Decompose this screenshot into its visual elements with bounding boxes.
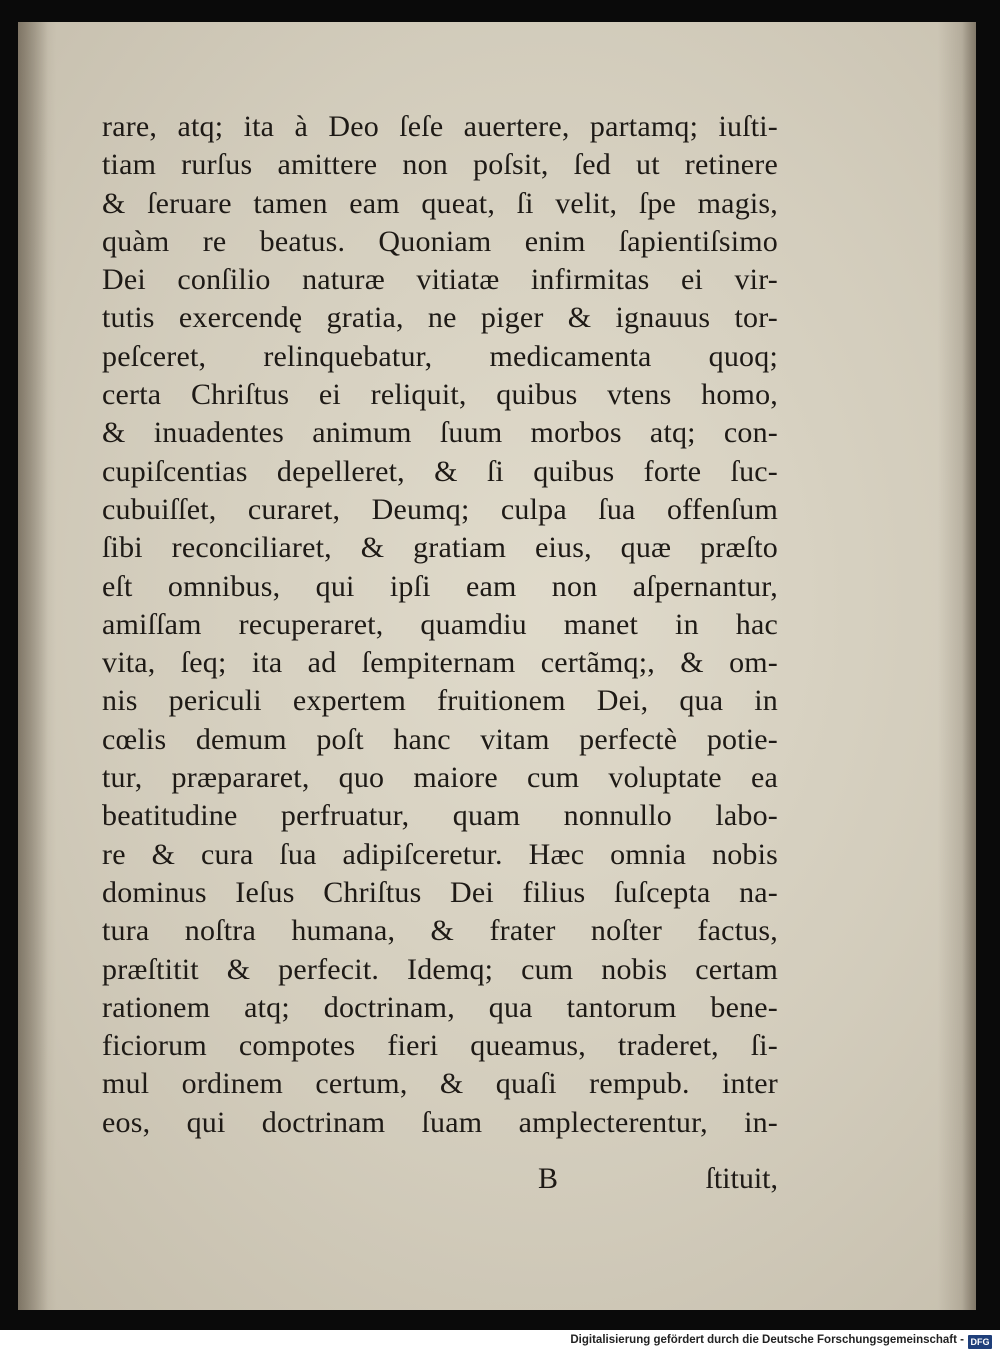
text-line: eos, qui doctrinam ſuam amplecterentur, in-	[102, 1105, 778, 1139]
text-line: tiam rurſus amittere non poſsit, ſed ut retinere	[102, 148, 778, 182]
text-line: quàm re beatus. Quoniam enim ſapientiſsimo	[102, 224, 778, 258]
text-line: re & cura ſua adipiſceretur. Hæc omnia nobis	[102, 837, 778, 871]
text-line: vita, ſeq; ita ad ſempiternam certãmq;, & om-	[102, 646, 778, 680]
credit-bar	[0, 1330, 1000, 1354]
text-line: peſceret, relinquebatur, medicamenta quoq;	[102, 339, 778, 373]
page-edge	[962, 22, 976, 1310]
text-line: cœlis demum poſt hanc vitam perfectè potie-	[102, 722, 778, 756]
text-line: dominus Ieſus Chriſtus Dei filius ſuſcepta na-	[102, 875, 778, 909]
signature-mark: B	[538, 1162, 559, 1195]
text-line: ficiorum compotes fieri queamus, traderet, ſi-	[102, 1029, 778, 1063]
text-line: eſt omnibus, qui ipſi eam non aſpernantur,	[102, 569, 778, 603]
page-footer	[102, 1162, 778, 1202]
body-text	[102, 108, 778, 1142]
text-line: ſibi reconciliaret, & gratiam eius, quæ præſto	[102, 531, 778, 565]
gutter-shadow	[18, 22, 48, 1310]
dfg-logo-icon: DFG	[968, 1335, 992, 1349]
text-line: tutis exercendę gratia, ne piger & ignauus tor-	[102, 301, 778, 335]
text-line: beatitudine perfruatur, quam nonnullo labo-	[102, 799, 778, 833]
text-line: certa Chriſtus ei reliquit, quibus vtens homo,	[102, 378, 778, 412]
text-line: rationem atq; doctrinam, qua tantorum bene-	[102, 990, 778, 1024]
text-line: nis periculi expertem fruitionem Dei, qua in	[102, 684, 778, 718]
text-line: mul ordinem certum, & quaſi rempub. inter	[102, 1067, 778, 1101]
text-line: cubuiſſet, curaret, Deumq; culpa ſua offenſum	[102, 492, 778, 526]
text-line: tura noſtra humana, & frater noſter factus,	[102, 914, 778, 948]
funding-credit: Digitalisierung gefördert durch die Deutsche Forschungsgemeinschaft -	[570, 1334, 964, 1346]
text-line: cupiſcentias depelleret, & ſi quibus forte ſuc-	[102, 454, 778, 488]
book-page	[18, 22, 976, 1310]
catchword: ſtituit,	[705, 1162, 778, 1195]
text-line: & inuadentes animum ſuum morbos atq; con-	[102, 416, 778, 450]
text-line: tur, præpararet, quo maiore cum voluptate ea	[102, 761, 778, 795]
text-line: Dei conſilio naturæ vitiatæ infirmitas ei vir-	[102, 263, 778, 297]
text-line: amiſſam recuperaret, quamdiu manet in hac	[102, 607, 778, 641]
text-line: rare, atq; ita à Deo ſeſe auertere, partamq; iuſti-	[102, 110, 778, 143]
text-line: & ſeruare tamen eam queat, ſi velit, ſpe magis,	[102, 186, 778, 220]
text-line: præſtitit & perfecit. Idemq; cum nobis certam	[102, 952, 778, 986]
